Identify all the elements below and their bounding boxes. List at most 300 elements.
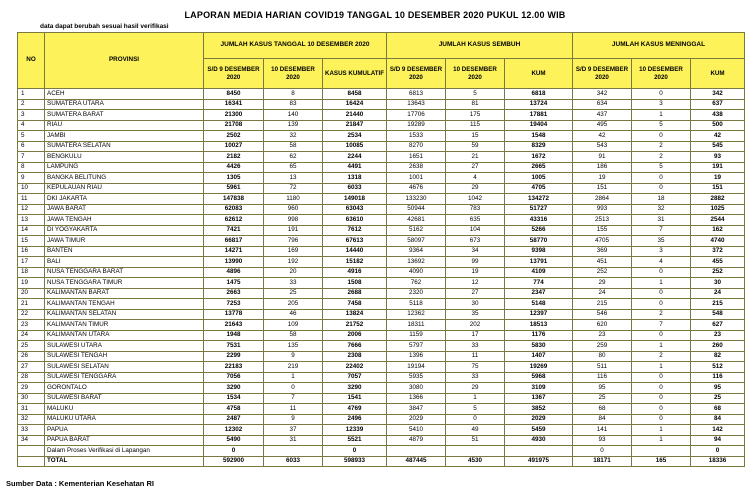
row-province: TOTAL [45, 456, 204, 467]
row-no: 8 [18, 162, 45, 173]
row-no: 16 [18, 246, 45, 257]
row-kasus-today: 33 [264, 278, 323, 289]
row-kasus-today: 62 [264, 152, 323, 163]
row-kasus-sd: 0 [204, 446, 264, 457]
header-group-sembuh: JUMLAH KASUS SEMBUH [387, 33, 573, 59]
row-sembuh-today: 75 [446, 362, 505, 373]
row-kasus-today: 58 [264, 330, 323, 341]
row-mati-sd: 215 [573, 299, 632, 310]
row-no [18, 456, 45, 467]
row-kasus-sd: 21643 [204, 320, 264, 331]
row-mati-kum: 116 [691, 372, 745, 383]
row-mati-sd: 151 [573, 183, 632, 194]
row-kasus-today: 140 [264, 110, 323, 121]
row-mati-sd: 259 [573, 341, 632, 352]
row-province: NUSA TENGGARA TIMUR [45, 278, 204, 289]
table-row [18, 215, 745, 226]
row-kasus-kum: 4491 [323, 162, 387, 173]
row-sembuh-today: 5 [446, 404, 505, 415]
row-kasus-today: 0 [264, 383, 323, 394]
row-mati-today: 2 [632, 309, 691, 320]
row-kasus-kum: 22402 [323, 362, 387, 373]
row-kasus-sd: 16341 [204, 99, 264, 110]
row-mati-today: 2 [632, 351, 691, 362]
row-kasus-today: 6033 [264, 456, 323, 467]
row-sembuh-sd: 4090 [387, 267, 446, 278]
row-no: 13 [18, 215, 45, 226]
table-row [18, 89, 745, 100]
row-sembuh-kum: 43316 [505, 215, 573, 226]
row-kasus-kum: 0 [323, 446, 387, 457]
row-kasus-today: 20 [264, 267, 323, 278]
row-mati-today: 0 [632, 131, 691, 142]
row-sembuh-today: 34 [446, 246, 505, 257]
row-province: DI YOGYAKARTA [45, 225, 204, 236]
row-sembuh-sd: 18311 [387, 320, 446, 331]
table-body [18, 89, 745, 467]
row-no: 26 [18, 351, 45, 362]
row-kasus-today: 13 [264, 173, 323, 184]
row-sembuh-today: 104 [446, 225, 505, 236]
row-kasus-sd: 4758 [204, 404, 264, 415]
header-sembuh-kum: KUM [505, 59, 573, 89]
row-mati-today: 1 [632, 341, 691, 352]
row-mati-today: 7 [632, 320, 691, 331]
row-sembuh-today: 29 [446, 183, 505, 194]
row-sembuh-kum: 3109 [505, 383, 573, 394]
row-kasus-sd: 7421 [204, 225, 264, 236]
header-sembuh-sd: S/D 9 DESEMBER 2020 [387, 59, 446, 89]
row-kasus-sd: 7531 [204, 341, 264, 352]
row-mati-sd: 634 [573, 99, 632, 110]
row-kasus-sd: 13990 [204, 257, 264, 268]
row-sembuh-sd: 12362 [387, 309, 446, 320]
row-mati-sd: 68 [573, 404, 632, 415]
header-no: NO [18, 33, 45, 89]
row-mati-sd: 620 [573, 320, 632, 331]
row-sembuh-sd: 5797 [387, 341, 446, 352]
table-row [18, 351, 745, 362]
table-row [18, 162, 745, 173]
row-kasus-kum: 10085 [323, 141, 387, 152]
row-sembuh-today: 4 [446, 173, 505, 184]
row-mati-kum: 500 [691, 120, 745, 131]
row-no: 31 [18, 404, 45, 415]
report-title: LAPORAN MEDIA HARIAN COVID19 TANGGAL 10 DESEMBER 2020 PUKUL 12.00 WIB [184, 10, 566, 20]
row-mati-today: 0 [632, 267, 691, 278]
table-row [18, 414, 745, 425]
row-mati-kum: 162 [691, 225, 745, 236]
row-province: NUSA TENGGARA BARAT [45, 267, 204, 278]
row-province: KALIMANTAN UTARA [45, 330, 204, 341]
row-mati-sd: 369 [573, 246, 632, 257]
row-province: JAWA BARAT [45, 204, 204, 215]
row-sembuh-kum: 1176 [505, 330, 573, 341]
row-sembuh-sd: 1159 [387, 330, 446, 341]
row-kasus-today: 998 [264, 215, 323, 226]
row-kasus-today: 9 [264, 351, 323, 362]
row-province: SUMATERA UTARA [45, 99, 204, 110]
row-sembuh-kum: 491975 [505, 456, 573, 467]
row-mati-kum: 372 [691, 246, 745, 257]
row-kasus-sd: 7253 [204, 299, 264, 310]
row-sembuh-kum: 19269 [505, 362, 573, 373]
row-kasus-sd: 2182 [204, 152, 264, 163]
row-sembuh-today: 81 [446, 99, 505, 110]
row-sembuh-today: 783 [446, 204, 505, 215]
row-mati-today: 5 [632, 162, 691, 173]
row-mati-today: 31 [632, 215, 691, 226]
row-sembuh-sd: 1366 [387, 393, 446, 404]
row-mati-today: 0 [632, 372, 691, 383]
row-mati-sd: 4705 [573, 236, 632, 247]
row-kasus-kum: 13824 [323, 309, 387, 320]
row-mati-today: 1 [632, 110, 691, 121]
row-no: 18 [18, 267, 45, 278]
row-mati-today: 165 [632, 456, 691, 467]
verification-note: data dapat berubah sesuai hasil verifikasi [40, 23, 169, 30]
row-no: 2 [18, 99, 45, 110]
row-mati-sd: 116 [573, 372, 632, 383]
header-kasus-today: 10 DESEMBER 2020 [264, 59, 323, 89]
row-mati-sd: 93 [573, 435, 632, 446]
row-kasus-today: 65 [264, 162, 323, 173]
row-sembuh-kum: 1407 [505, 351, 573, 362]
table-row [18, 120, 745, 131]
row-mati-sd: 95 [573, 383, 632, 394]
row-sembuh-sd: 19289 [387, 120, 446, 131]
row-mati-kum: 438 [691, 110, 745, 121]
row-mati-kum: 18336 [691, 456, 745, 467]
row-kasus-today: 32 [264, 131, 323, 142]
row-no: 34 [18, 435, 45, 446]
row-province: SULAWESI TENGGARA [45, 372, 204, 383]
row-mati-kum: 42 [691, 131, 745, 142]
row-mati-today: 3 [632, 246, 691, 257]
row-sembuh-sd: 42681 [387, 215, 446, 226]
row-mati-sd: 29 [573, 278, 632, 289]
row-kasus-kum: 6033 [323, 183, 387, 194]
row-sembuh-today: 202 [446, 320, 505, 331]
table-row [18, 320, 745, 331]
row-kasus-sd: 4896 [204, 267, 264, 278]
row-sembuh-kum: 1367 [505, 393, 573, 404]
table-row [18, 309, 745, 320]
row-sembuh-today: 0 [446, 414, 505, 425]
row-kasus-kum: 1508 [323, 278, 387, 289]
row-no: 1 [18, 89, 45, 100]
row-sembuh-sd: 13692 [387, 257, 446, 268]
row-kasus-today: 205 [264, 299, 323, 310]
row-sembuh-sd: 50944 [387, 204, 446, 215]
row-no: 6 [18, 141, 45, 152]
row-kasus-today: 135 [264, 341, 323, 352]
row-kasus-today: 25 [264, 288, 323, 299]
row-sembuh-today: 99 [446, 257, 505, 268]
row-sembuh-sd: 1396 [387, 351, 446, 362]
row-kasus-sd: 592900 [204, 456, 264, 467]
table-row [18, 173, 745, 184]
row-province: BENGKULU [45, 152, 204, 163]
row-province: SULAWESI UTARA [45, 341, 204, 352]
row-no: 30 [18, 393, 45, 404]
row-sembuh-kum: 2347 [505, 288, 573, 299]
row-mati-kum: 627 [691, 320, 745, 331]
row-province: KALIMANTAN BARAT [45, 288, 204, 299]
header-mati-today: 10 DESEMBER 2020 [632, 59, 691, 89]
row-sembuh-today: 1042 [446, 194, 505, 205]
row-sembuh-kum: 51727 [505, 204, 573, 215]
row-province: SUMATERA SELATAN [45, 141, 204, 152]
row-mati-today [632, 446, 691, 457]
row-mati-kum: 142 [691, 425, 745, 436]
row-kasus-today: 8 [264, 89, 323, 100]
row-sembuh-kum: 5830 [505, 341, 573, 352]
row-sembuh-today: 27 [446, 162, 505, 173]
row-kasus-sd: 4426 [204, 162, 264, 173]
row-sembuh-kum: 4109 [505, 267, 573, 278]
row-mati-today: 0 [632, 330, 691, 341]
row-kasus-sd: 147838 [204, 194, 264, 205]
row-mati-today: 7 [632, 225, 691, 236]
row-mati-kum: 2544 [691, 215, 745, 226]
row-sembuh-kum: 5968 [505, 372, 573, 383]
row-mati-today: 3 [632, 99, 691, 110]
row-kasus-sd: 1948 [204, 330, 264, 341]
row-mati-sd: 0 [573, 446, 632, 457]
row-mati-sd: 141 [573, 425, 632, 436]
row-sembuh-kum: 6818 [505, 89, 573, 100]
row-no: 32 [18, 414, 45, 425]
row-province: JAWA TENGAH [45, 215, 204, 226]
row-kasus-sd: 1305 [204, 173, 264, 184]
row-province: KALIMANTAN TIMUR [45, 320, 204, 331]
row-mati-kum: 68 [691, 404, 745, 415]
row-kasus-kum: 21440 [323, 110, 387, 121]
row-kasus-kum: 7612 [323, 225, 387, 236]
row-mati-today: 32 [632, 204, 691, 215]
row-kasus-sd: 8450 [204, 89, 264, 100]
row-kasus-sd: 62083 [204, 204, 264, 215]
row-kasus-today: 796 [264, 236, 323, 247]
row-sembuh-sd: 3080 [387, 383, 446, 394]
row-sembuh-sd: 2029 [387, 414, 446, 425]
row-no: 21 [18, 299, 45, 310]
table-row [18, 372, 745, 383]
row-no: 14 [18, 225, 45, 236]
row-mati-sd: 511 [573, 362, 632, 373]
row-mati-sd: 252 [573, 267, 632, 278]
row-kasus-sd: 2487 [204, 414, 264, 425]
row-sembuh-today: 175 [446, 110, 505, 121]
row-sembuh-sd: 133230 [387, 194, 446, 205]
row-kasus-today: 192 [264, 257, 323, 268]
row-sembuh-today: 17 [446, 330, 505, 341]
row-kasus-sd: 5490 [204, 435, 264, 446]
row-mati-today: 0 [632, 299, 691, 310]
row-sembuh-today: 12 [446, 278, 505, 289]
row-no: 7 [18, 152, 45, 163]
row-sembuh-kum: 1672 [505, 152, 573, 163]
row-sembuh-today: 33 [446, 372, 505, 383]
row-sembuh-kum: 9398 [505, 246, 573, 257]
row-sembuh-today: 49 [446, 425, 505, 436]
header-mati-sd: S/D 9 DESEMBER 2020 [573, 59, 632, 89]
row-sembuh-today: 33 [446, 341, 505, 352]
row-sembuh-today: 11 [446, 351, 505, 362]
row-mati-today: 1 [632, 362, 691, 373]
row-mati-sd: 451 [573, 257, 632, 268]
row-no: 22 [18, 309, 45, 320]
row-kasus-sd: 1475 [204, 278, 264, 289]
row-kasus-kum: 2006 [323, 330, 387, 341]
row-kasus-sd: 7056 [204, 372, 264, 383]
row-kasus-sd: 22183 [204, 362, 264, 373]
row-kasus-sd: 21708 [204, 120, 264, 131]
row-mati-today: 35 [632, 236, 691, 247]
row-mati-sd: 25 [573, 393, 632, 404]
row-sembuh-sd: 4879 [387, 435, 446, 446]
row-kasus-today [264, 446, 323, 457]
row-kasus-kum: 2688 [323, 288, 387, 299]
row-sembuh-sd: 1001 [387, 173, 446, 184]
row-no: 15 [18, 236, 45, 247]
table-row [18, 141, 745, 152]
row-kasus-today: 1 [264, 372, 323, 383]
row-no: 11 [18, 194, 45, 205]
row-sembuh-kum: 1548 [505, 131, 573, 142]
row-sembuh-kum: 19404 [505, 120, 573, 131]
row-mati-kum: 25 [691, 393, 745, 404]
row-kasus-kum: 149018 [323, 194, 387, 205]
row-province: KEPULAUAN RIAU [45, 183, 204, 194]
row-no: 25 [18, 341, 45, 352]
row-kasus-sd: 5961 [204, 183, 264, 194]
row-kasus-kum: 7666 [323, 341, 387, 352]
row-mati-today: 0 [632, 183, 691, 194]
row-mati-today: 1 [632, 278, 691, 289]
table-row [18, 236, 745, 247]
row-no: 19 [18, 278, 45, 289]
row-mati-sd: 23 [573, 330, 632, 341]
total-row [18, 456, 745, 467]
row-mati-kum: 4740 [691, 236, 745, 247]
table-row [18, 362, 745, 373]
table-row [18, 435, 745, 446]
row-kasus-kum: 5521 [323, 435, 387, 446]
row-kasus-sd: 2663 [204, 288, 264, 299]
row-sembuh-today: 59 [446, 141, 505, 152]
row-mati-today: 0 [632, 414, 691, 425]
table-row [18, 267, 745, 278]
source-note: Sumber Data : Kementerian Kesehatan RI [6, 479, 154, 488]
row-no: 33 [18, 425, 45, 436]
row-province: ACEH [45, 89, 204, 100]
row-province: MALUKU [45, 404, 204, 415]
table-row [18, 194, 745, 205]
row-province: GORONTALO [45, 383, 204, 394]
row-no: 24 [18, 330, 45, 341]
row-kasus-today: 191 [264, 225, 323, 236]
row-kasus-kum: 67613 [323, 236, 387, 247]
row-no: 12 [18, 204, 45, 215]
row-sembuh-sd: 17706 [387, 110, 446, 121]
row-mati-kum: 84 [691, 414, 745, 425]
row-sembuh-sd: 6813 [387, 89, 446, 100]
table-row [18, 341, 745, 352]
row-kasus-sd: 12302 [204, 425, 264, 436]
row-mati-today: 2 [632, 152, 691, 163]
row-mati-sd: 543 [573, 141, 632, 152]
table-row [18, 330, 745, 341]
row-kasus-today: 72 [264, 183, 323, 194]
row-province: Dalam Proses Verifikasi di Lapangan [45, 446, 204, 457]
row-province: PAPUA [45, 425, 204, 436]
row-kasus-today: 58 [264, 141, 323, 152]
row-sembuh-sd: 19194 [387, 362, 446, 373]
row-kasus-kum: 7057 [323, 372, 387, 383]
row-province: LAMPUNG [45, 162, 204, 173]
row-sembuh-kum: 5266 [505, 225, 573, 236]
row-no: 20 [18, 288, 45, 299]
row-kasus-sd: 21300 [204, 110, 264, 121]
row-province: JAWA TIMUR [45, 236, 204, 247]
row-kasus-sd: 2299 [204, 351, 264, 362]
row-kasus-kum: 21847 [323, 120, 387, 131]
row-mati-sd: 155 [573, 225, 632, 236]
row-no: 9 [18, 173, 45, 184]
row-kasus-sd: 14271 [204, 246, 264, 257]
row-kasus-sd: 1534 [204, 393, 264, 404]
row-sembuh-sd: 5935 [387, 372, 446, 383]
row-mati-sd: 437 [573, 110, 632, 121]
header-sembuh-today: 10 DESEMBER 2020 [446, 59, 505, 89]
row-province: RIAU [45, 120, 204, 131]
row-sembuh-today: 115 [446, 120, 505, 131]
row-province: SULAWESI BARAT [45, 393, 204, 404]
row-mati-kum: 24 [691, 288, 745, 299]
row-kasus-kum: 63043 [323, 204, 387, 215]
row-province: SULAWESI TENGAH [45, 351, 204, 362]
row-sembuh-sd: 2320 [387, 288, 446, 299]
row-kasus-kum: 21752 [323, 320, 387, 331]
row-mati-kum: 2882 [691, 194, 745, 205]
header-mati-kum: KUM [691, 59, 745, 89]
row-province: KALIMANTAN SELATAN [45, 309, 204, 320]
row-mati-kum: 512 [691, 362, 745, 373]
row-province: JAMBI [45, 131, 204, 142]
table-row [18, 404, 745, 415]
row-kasus-kum: 2244 [323, 152, 387, 163]
row-mati-today: 0 [632, 404, 691, 415]
row-mati-sd: 546 [573, 309, 632, 320]
row-mati-today: 0 [632, 173, 691, 184]
row-sembuh-kum: 13724 [505, 99, 573, 110]
row-sembuh-today: 29 [446, 383, 505, 394]
row-kasus-kum: 4916 [323, 267, 387, 278]
row-mati-sd: 993 [573, 204, 632, 215]
row-kasus-kum: 14440 [323, 246, 387, 257]
row-no [18, 446, 45, 457]
covid-table [17, 32, 745, 467]
row-mati-kum: 151 [691, 183, 745, 194]
row-sembuh-kum: 4930 [505, 435, 573, 446]
row-province: BANTEN [45, 246, 204, 257]
row-kasus-kum: 598933 [323, 456, 387, 467]
row-no: 29 [18, 383, 45, 394]
row-province: BALI [45, 257, 204, 268]
row-sembuh-today: 15 [446, 131, 505, 142]
